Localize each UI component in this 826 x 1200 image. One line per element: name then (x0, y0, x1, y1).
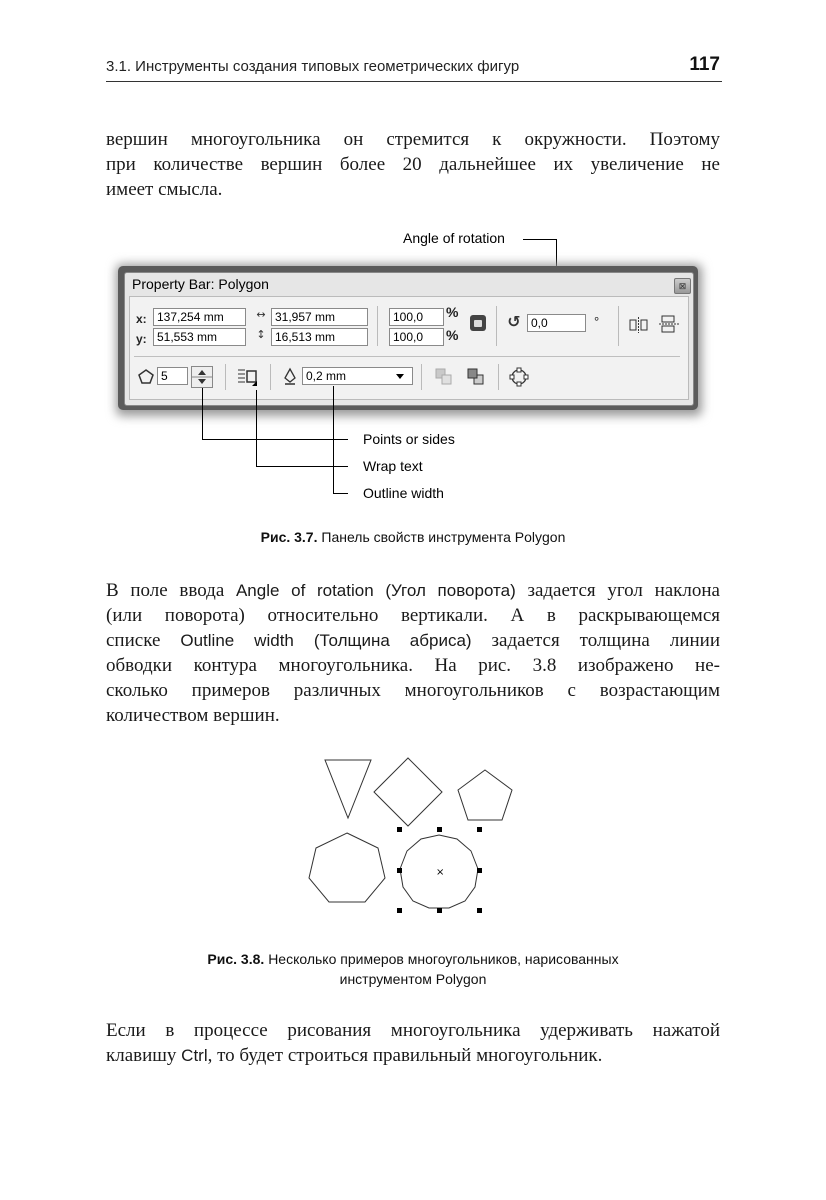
row-separator (134, 356, 680, 357)
polygon-examples-figure (300, 750, 530, 920)
caption-text: инструментом Polygon (339, 971, 487, 987)
caption-label: Рис. 3.7. (260, 529, 318, 545)
toolbar-separator (377, 306, 378, 346)
degree-label: ° (594, 314, 600, 329)
window-title: Property Bar: Polygon (132, 276, 269, 292)
annotation-leader (202, 388, 203, 440)
ui-term: Angle of rotation (Угол поворота) (235, 581, 516, 600)
percent-label: % (446, 327, 459, 343)
close-icon[interactable]: ⊠ (674, 278, 691, 294)
heptagon-shape (309, 833, 385, 902)
height-icon: ↕ (256, 328, 266, 341)
x-label: x: (136, 312, 147, 326)
toolbar-separator (421, 364, 422, 390)
annotation-leader (523, 239, 557, 240)
annotation-leader (256, 466, 348, 467)
header-rule (106, 81, 722, 82)
page-number: 117 (689, 54, 720, 75)
svg-text:×: × (436, 867, 445, 878)
annotation-leader (333, 493, 348, 494)
text-line: имеет смысла. (106, 179, 223, 200)
points-or-sides-annotation: Points or sides (363, 431, 455, 447)
outline-width-annotation: Outline width (363, 485, 444, 501)
pen-nib-icon (282, 367, 298, 387)
scale-y-field[interactable]: 100,0 (389, 328, 444, 346)
annotation-leader (333, 386, 334, 494)
text-line: при количестве вершин более 20 дальнейшее их увеличение не (106, 154, 720, 175)
polygon-icon (137, 368, 155, 386)
x-position-field[interactable]: 137,254 mm (153, 308, 246, 326)
to-back-icon[interactable] (466, 367, 486, 387)
text-line: количеством вершин. (106, 705, 280, 726)
paragraph-explanation (106, 578, 720, 728)
mirror-horizontal-icon[interactable] (628, 316, 650, 334)
caption-text: Панель свойств инструмента Polygon (321, 529, 566, 545)
text-line: вершин многоугольника он стремится к окружности. Поэтому (106, 129, 720, 150)
width-icon: ↔ (256, 308, 266, 321)
text-line (106, 628, 720, 653)
text-line: сколько примеров различных многоугольников с возрастающим (106, 680, 720, 701)
text-line: Если в процессе рисования многоугольника удерживать нажатой (106, 1020, 720, 1041)
percent-label: % (446, 304, 459, 320)
running-header: 3.1. Инструменты создания типовых геометрических фигур (106, 58, 520, 75)
caption-label: Рис. 3.8. (207, 951, 265, 967)
height-field[interactable]: 16,513 mm (271, 328, 368, 346)
outline-width-value: 0,2 mm (306, 369, 347, 383)
toolbar-separator (270, 364, 271, 390)
toolbar-separator (496, 306, 497, 346)
points-or-sides-field[interactable]: 5 (157, 367, 188, 385)
lock-ratio-icon[interactable] (470, 315, 486, 331)
text-run: списке (106, 630, 181, 651)
toolbar-separator (225, 364, 226, 390)
convert-to-curves-icon[interactable] (508, 366, 530, 388)
text-line: обводки контура многоугольника. На рис. 3.8 изображено не- (106, 655, 720, 676)
text-line (106, 578, 720, 603)
ui-term: Outline width (Толщина абриса) (180, 631, 472, 650)
text-run: , то будет строиться правильный многоугольник. (207, 1045, 603, 1066)
chevron-down-icon[interactable] (396, 374, 404, 379)
ui-term: Ctrl (181, 1046, 208, 1065)
toolbar-separator (618, 306, 619, 346)
text-run: В поле ввода (106, 580, 236, 601)
mirror-vertical-icon[interactable] (658, 314, 680, 334)
text-run: задается толщина линии (471, 630, 720, 651)
square-shape (374, 758, 442, 826)
annotation-leader (202, 439, 348, 440)
angle-of-rotation-annotation: Angle of rotation (403, 230, 505, 246)
caption-text: Несколько примеров многоугольников, нарисованных (268, 951, 619, 967)
y-label: y: (136, 332, 147, 346)
pentagon-shape (458, 770, 512, 820)
wrap-text-icon[interactable] (236, 367, 258, 387)
text-run: задается угол наклона (515, 580, 720, 601)
triangle-shape (325, 760, 371, 818)
angle-of-rotation-field[interactable]: 0,0 (527, 314, 586, 332)
figure-caption (106, 949, 720, 989)
selected-polygon (397, 827, 482, 913)
to-front-icon[interactable] (434, 367, 454, 387)
wrap-text-annotation: Wrap text (363, 458, 423, 474)
scale-x-field[interactable]: 100,0 (389, 308, 444, 326)
text-line: (или поворота) относительно вертикали. А в раскрывающемся (106, 605, 720, 626)
paragraph-intro (106, 127, 720, 202)
y-position-field[interactable]: 51,553 mm (153, 328, 246, 346)
width-field[interactable]: 31,957 mm (271, 308, 368, 326)
rotate-icon: ↺ (507, 312, 521, 331)
figure-caption (106, 527, 720, 547)
toolbar-separator (498, 364, 499, 390)
text-line (106, 1043, 720, 1068)
points-stepper[interactable] (191, 366, 213, 388)
annotation-leader (256, 390, 257, 467)
text-run: клавишу (106, 1045, 182, 1066)
paragraph-ctrl (106, 1018, 720, 1068)
